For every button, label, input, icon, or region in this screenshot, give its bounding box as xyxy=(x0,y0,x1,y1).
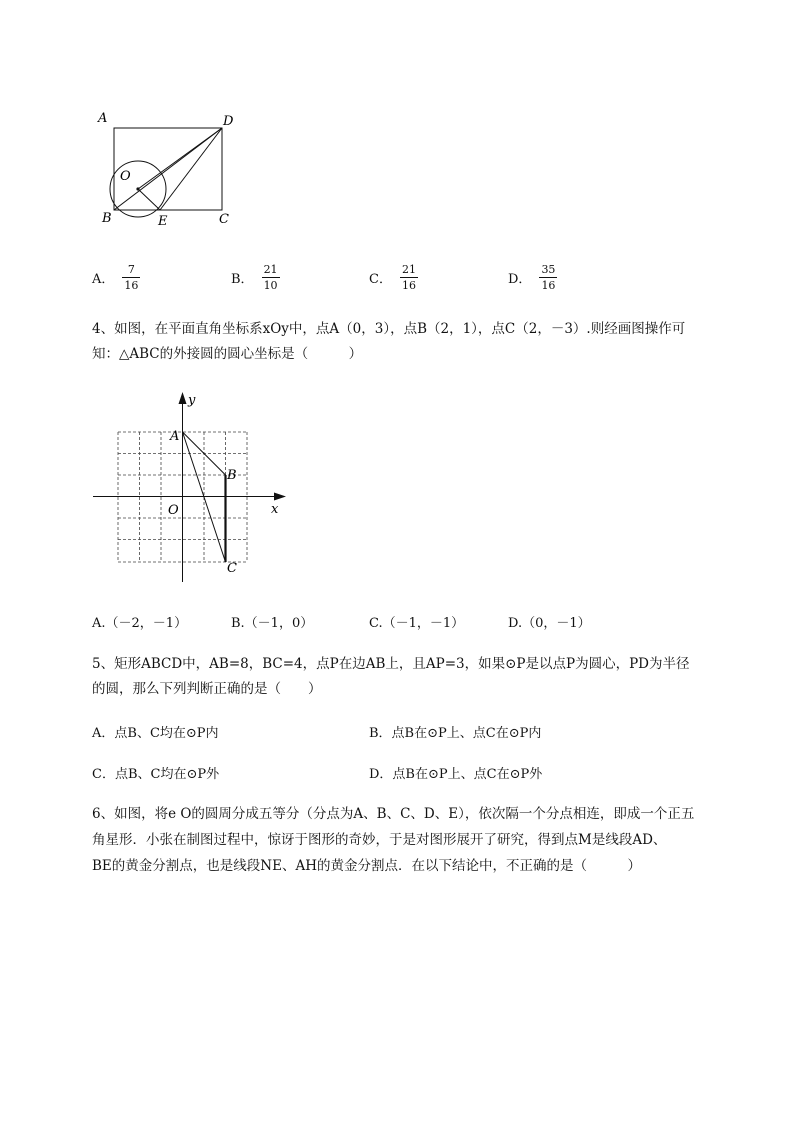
q4-text-line-2: 知：△ABC的外接圆的圆心坐标是（ ） xyxy=(92,346,363,362)
center-point-o xyxy=(136,187,139,190)
question-4-figure xyxy=(88,388,298,588)
q3-option-c-numerator: 21 xyxy=(401,263,416,276)
q3-option-a-numerator: 7 xyxy=(127,263,135,276)
q5-option-d: D．点B在⊙P上、点C在⊙P外 xyxy=(369,767,543,782)
q5-option-c: C．点B、C均在⊙P外 xyxy=(92,767,220,782)
q6-text-line-3: BE的黄金分割点，也是线段NE、AH的黄金分割点．在以下结论中，不正确的是（ ） xyxy=(92,858,641,874)
label-o: O xyxy=(120,169,131,184)
q3-option-a xyxy=(92,263,140,292)
q6-text-line-1: 6、如图，将e O的圆周分成五等分（分点为A、B、C、D、E），依次隔一个分点相连，即成一个正五 xyxy=(92,806,695,822)
q3-option-b-letter: B． xyxy=(231,272,254,287)
q3-option-a-letter: A． xyxy=(92,272,115,287)
segment-oe xyxy=(138,189,160,210)
question-3-figure xyxy=(90,105,250,235)
label-c: C xyxy=(219,212,229,227)
q3-option-d-letter: D． xyxy=(508,272,532,287)
q3-option-c-letter: C． xyxy=(369,272,392,287)
q3-option-b-fraction xyxy=(262,263,280,292)
q6-text-line-2: 角星形．小张在制图过程中，惊讶于图形的奇妙，于是对图形展开了研究，得到点M是线段AD、 xyxy=(92,832,667,848)
q4-option-b: B.（－1，0） xyxy=(231,616,314,631)
q3-option-c-fraction xyxy=(400,263,418,292)
q3-option-a-fraction xyxy=(122,263,140,292)
y-axis-label: y xyxy=(188,393,196,408)
point-a-label: A xyxy=(170,429,180,444)
origin-label: O xyxy=(168,503,179,518)
y-axis-arrow-icon xyxy=(179,392,187,404)
q3-option-d-fraction xyxy=(539,263,557,292)
q3-option-b-denominator: 10 xyxy=(263,279,278,292)
point-c-label: C xyxy=(227,561,237,576)
label-a: A xyxy=(98,111,108,126)
q5-option-a: A．点B、C均在⊙P内 xyxy=(92,726,219,741)
q3-option-b xyxy=(231,263,280,292)
x-axis-label: x xyxy=(271,502,279,517)
q4-text-line-1: 4、如图，在平面直角坐标系xOy中，点A（0，3），点B（2，1），点C（2，－3）.则经画图操作可 xyxy=(92,321,686,337)
q5-text-line-2: 的圆，那么下列判断正确的是（ ） xyxy=(92,681,322,697)
q3-option-b-numerator: 21 xyxy=(263,263,278,276)
q5-text-line-1: 5、矩形ABCD中，AB=8，BC=4，点P在边AB上，且AP=3，如果⊙P是以点P为圆心，PD为半径 xyxy=(92,656,690,672)
x-axis-arrow-icon xyxy=(274,493,286,501)
q3-option-d-denominator: 16 xyxy=(541,279,556,292)
q3-option-a-denominator: 16 xyxy=(124,279,139,292)
q3-option-c xyxy=(369,263,418,292)
q3-option-d xyxy=(508,263,557,292)
q4-option-d: D.（0，－1） xyxy=(508,616,591,631)
segment-ed xyxy=(160,128,222,210)
point-b-label: B xyxy=(227,468,237,483)
q3-option-c-denominator: 16 xyxy=(401,279,416,292)
label-d: D xyxy=(223,114,234,129)
segment-od xyxy=(138,128,222,189)
q4-option-a: A.（－2，－1） xyxy=(92,616,188,631)
label-b: B xyxy=(102,211,112,226)
q3-option-d-numerator: 35 xyxy=(541,263,556,276)
q4-option-c: C.（－1，－1） xyxy=(369,616,465,631)
label-e: E xyxy=(158,214,168,229)
q5-option-b: B．点B在⊙P上、点C在⊙P内 xyxy=(369,726,542,741)
